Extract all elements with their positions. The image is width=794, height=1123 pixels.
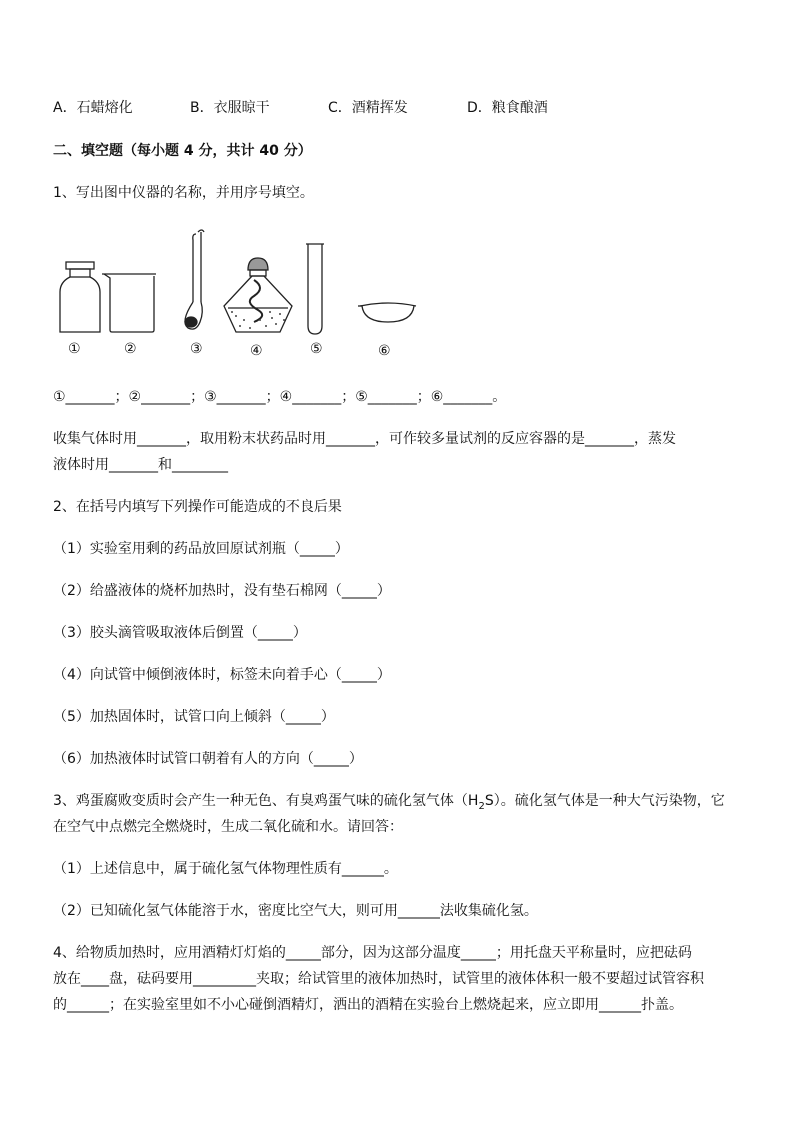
- q1-usage-line-2: 液体时用_______和________: [53, 457, 228, 473]
- label-5: ⑤: [310, 341, 323, 357]
- q3-sub-1: （1）上述信息中，属于硫化氢气体物理性质有______。: [53, 861, 398, 877]
- q2-item: （2）给盛液体的烧杯加热时，没有垫石棉网（_____）: [53, 583, 391, 599]
- label-6: ⑥: [378, 343, 391, 359]
- q3-line-1-b: S）。硫化氢气体是一种大气污染物，它: [484, 793, 725, 809]
- option-a: A．石蜡熔化: [53, 100, 133, 116]
- q1-prompt: 1、写出图中仪器的名称，并用序号填空。: [53, 185, 314, 201]
- beaker-icon: [102, 274, 156, 332]
- evaporating-dish-icon: [358, 303, 416, 322]
- reagent-bottle-icon: [60, 262, 100, 332]
- section-title: 二、填空题（每小题 4 分，共计 40 分）: [53, 143, 312, 159]
- combustion-spoon-icon: [185, 230, 204, 329]
- q3-line-2: 在空气中点燃完全燃烧时，生成二氧化硫和水。请回答：: [53, 819, 403, 835]
- q2-prompt: 2、在括号内填写下列操作可能造成的不良后果: [53, 499, 342, 515]
- label-2: ②: [124, 341, 137, 357]
- q2-item: （4）向试管中倾倒液体时，标签未向着手心（_____）: [53, 667, 391, 683]
- q4-line-1: 4、给物质加热时，应用酒精灯灯焰的_____部分，因为这部分温度_____；用托盘天平称量时，应把砝码: [53, 945, 692, 961]
- label-1: ①: [68, 341, 81, 357]
- q4-line-2: 放在____盘，砝码要用_________夹取；给试管里的液体加热时，试管里的液体体积一般不要超过试管容积: [53, 971, 704, 987]
- label-4: ④: [250, 343, 263, 359]
- q2-item: （3）胶头滴管吸取液体后倒置（_____）: [53, 625, 307, 641]
- q3-line-1: [53, 791, 725, 817]
- q4-line-3: 的______；在实验室里如不小心碰倒酒精灯，洒出的酒精在实验台上燃烧起来，应立即用______扑盖。: [53, 997, 683, 1013]
- q3-line-1-a: 3、鸡蛋腐败变质时会产生一种无色、有臭鸡蛋气味的硫化氢气体（H: [53, 793, 479, 809]
- q2-item: （5）加热固体时，试管口向上倾斜（_____）: [53, 709, 335, 725]
- q1-usage-line-1: 收集气体时用_______，取用粉末状药品时用_______，可作较多量试剂的反应容器的是_______，蒸发: [53, 431, 676, 447]
- alcohol-lamp-icon: [224, 258, 292, 332]
- option-c: C．酒精挥发: [328, 100, 408, 116]
- option-b: B．衣服晾干: [190, 100, 270, 116]
- label-3: ③: [190, 341, 203, 357]
- q1-blanks: ①_______；②_______；③_______；④_______；⑤_______；⑥_______。: [53, 389, 507, 405]
- q2-item: （6）加热液体时试管口朝着有人的方向（_____）: [53, 751, 363, 767]
- q3-subscript: 2: [478, 800, 485, 812]
- option-d: D．粮食酿酒: [467, 100, 548, 116]
- q3-sub-2: （2）已知硫化氢气体能溶于水，密度比空气大，则可用______法收集硫化氢。: [53, 903, 538, 919]
- test-tube-icon: [306, 244, 324, 334]
- q2-item: （1）实验室用剩的药品放回原试剂瓶（_____）: [53, 541, 349, 557]
